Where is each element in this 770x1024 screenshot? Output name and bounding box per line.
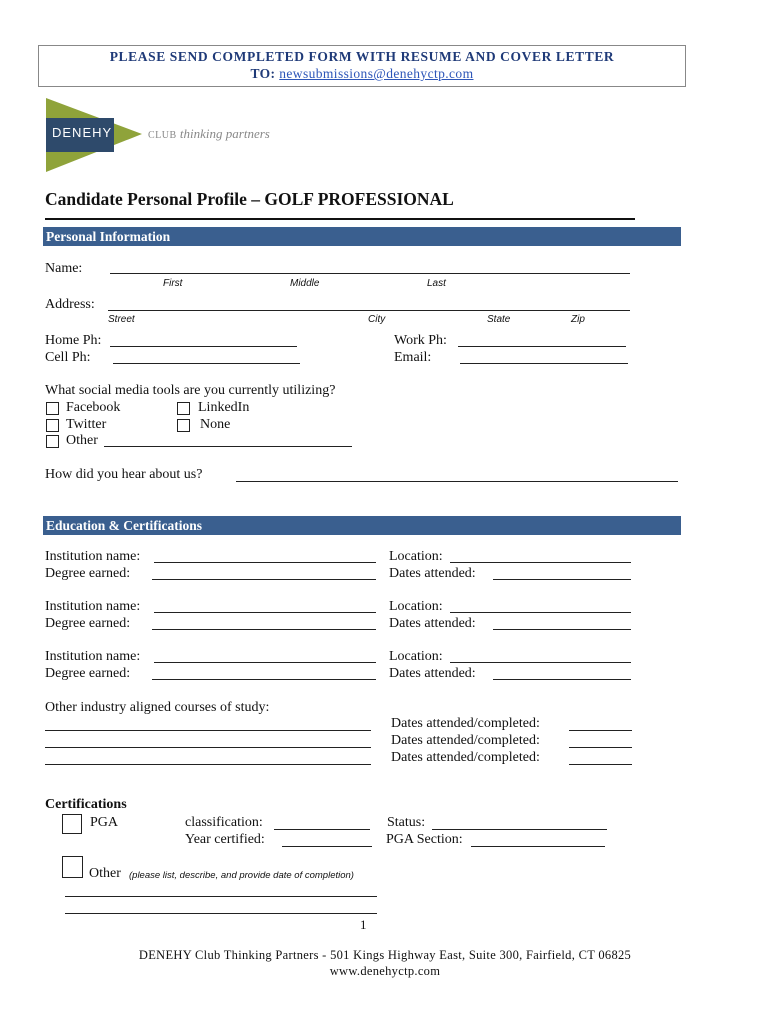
degree-field-1[interactable] — [152, 579, 376, 580]
address-city-caption: City — [368, 314, 386, 325]
name-middle-caption: Middle — [290, 278, 320, 289]
institution-field-2[interactable] — [154, 612, 376, 613]
dates-label-3: Dates attended: — [389, 666, 476, 681]
status-label: Status: — [387, 815, 426, 830]
institution-label-1: Institution name: — [45, 549, 141, 564]
home-phone-field[interactable] — [110, 346, 297, 347]
location-label-1: Location: — [389, 549, 443, 564]
page-title: Candidate Personal Profile – GOLF PROFESSIONAL — [45, 189, 454, 209]
none-label: None — [200, 417, 231, 432]
to-label: TO: — [250, 66, 276, 81]
institution-label-3: Institution name: — [45, 649, 141, 664]
address-zip-caption: Zip — [571, 314, 585, 325]
degree-field-3[interactable] — [152, 679, 376, 680]
other-course-field-3[interactable] — [45, 764, 371, 765]
name-field[interactable] — [110, 273, 630, 274]
other-social-label: Other — [66, 433, 98, 448]
dates-completed-field-1[interactable] — [569, 730, 632, 731]
cell-phone-label: Cell Ph: — [45, 350, 91, 365]
facebook-checkbox[interactable] — [46, 402, 59, 415]
pga-checkbox[interactable] — [62, 814, 82, 834]
title-divider — [45, 218, 635, 220]
other-certification-note: (please list, describe, and provide date of completion) — [129, 870, 354, 881]
address-street-caption: Street — [108, 314, 135, 325]
referral-question: How did you hear about us? — [45, 467, 203, 482]
institution-field-1[interactable] — [154, 562, 376, 563]
institution-field-3[interactable] — [154, 662, 376, 663]
logo-brand: DENEHY — [52, 125, 113, 140]
location-field-1[interactable] — [450, 562, 631, 563]
referral-field[interactable] — [236, 481, 678, 482]
logo-tagline — [148, 126, 270, 142]
submission-email-link[interactable]: newsubmissions@denehyctp.com — [279, 66, 474, 81]
address-field[interactable] — [108, 310, 630, 311]
dates-field-2[interactable] — [493, 629, 631, 630]
footer-website: www.denehyctp.com — [329, 964, 441, 978]
degree-field-2[interactable] — [152, 629, 376, 630]
linkedin-label: LinkedIn — [198, 400, 250, 415]
location-field-3[interactable] — [450, 662, 631, 663]
other-courses-label: Other industry aligned courses of study: — [45, 700, 270, 715]
section-education-certifications: Education & Certifications — [43, 516, 681, 535]
logo-club: CLUB — [148, 130, 177, 141]
email-label: Email: — [394, 350, 432, 365]
dates-completed-label-2: Dates attended/completed: — [391, 733, 540, 748]
institution-label-2: Institution name: — [45, 599, 141, 614]
twitter-label: Twitter — [66, 417, 107, 432]
work-phone-label: Work Ph: — [394, 333, 447, 348]
logo-tagline-text: thinking partners — [179, 126, 270, 141]
other-course-field-2[interactable] — [45, 747, 371, 748]
social-media-question: What social media tools are you currently utilizing? — [45, 383, 336, 398]
name-first-caption: First — [163, 278, 183, 289]
dates-label-2: Dates attended: — [389, 616, 476, 631]
none-checkbox[interactable] — [177, 419, 190, 432]
classification-field[interactable] — [274, 829, 370, 830]
other-certification-field-1[interactable] — [65, 896, 377, 897]
pga-section-label: PGA Section: — [386, 832, 463, 847]
section-personal-information: Personal Information — [43, 227, 681, 246]
address-label: Address: — [45, 297, 95, 312]
other-course-field-1[interactable] — [45, 730, 371, 731]
dates-completed-label-3: Dates attended/completed: — [391, 750, 540, 765]
facebook-label: Facebook — [66, 400, 121, 415]
submission-to-line — [39, 66, 685, 82]
location-label-2: Location: — [389, 599, 443, 614]
dates-completed-field-2[interactable] — [569, 747, 632, 748]
dates-completed-field-3[interactable] — [569, 764, 632, 765]
year-certified-field[interactable] — [282, 846, 372, 847]
other-social-field[interactable] — [104, 446, 352, 447]
classification-label: classification: — [185, 815, 263, 830]
other-certification-label: Other — [89, 866, 121, 881]
location-field-2[interactable] — [450, 612, 631, 613]
name-label: Name: — [45, 261, 83, 276]
other-certification-field-2[interactable] — [65, 913, 377, 914]
degree-label-1: Degree earned: — [45, 566, 131, 581]
address-state-caption: State — [487, 314, 511, 325]
home-phone-label: Home Ph: — [45, 333, 102, 348]
name-last-caption: Last — [427, 278, 446, 289]
status-field[interactable] — [432, 829, 607, 830]
dates-field-1[interactable] — [493, 579, 631, 580]
twitter-checkbox[interactable] — [46, 419, 59, 432]
submission-notice-box — [38, 45, 686, 87]
footer-address: DENEHY Club Thinking Partners - 501 Kings Highway East, Suite 300, Fairfield, CT 06825 — [138, 948, 632, 962]
dates-label-1: Dates attended: — [389, 566, 476, 581]
linkedin-checkbox[interactable] — [177, 402, 190, 415]
other-social-checkbox[interactable] — [46, 435, 59, 448]
degree-label-3: Degree earned: — [45, 666, 131, 681]
work-phone-field[interactable] — [458, 346, 626, 347]
pga-label: PGA — [90, 815, 119, 830]
dates-completed-label-1: Dates attended/completed: — [391, 716, 540, 731]
cell-phone-field[interactable] — [113, 363, 300, 364]
certifications-heading: Certifications — [45, 797, 127, 812]
page-number: 1 — [360, 917, 367, 932]
degree-label-2: Degree earned: — [45, 616, 131, 631]
year-certified-label: Year certified: — [185, 832, 265, 847]
pga-section-field[interactable] — [471, 846, 605, 847]
dates-field-3[interactable] — [493, 679, 631, 680]
location-label-3: Location: — [389, 649, 443, 664]
email-field[interactable] — [460, 363, 628, 364]
other-certification-checkbox[interactable] — [62, 856, 83, 878]
submission-notice: PLEASE SEND COMPLETED FORM WITH RESUME AND COVER LETTER — [109, 49, 615, 64]
